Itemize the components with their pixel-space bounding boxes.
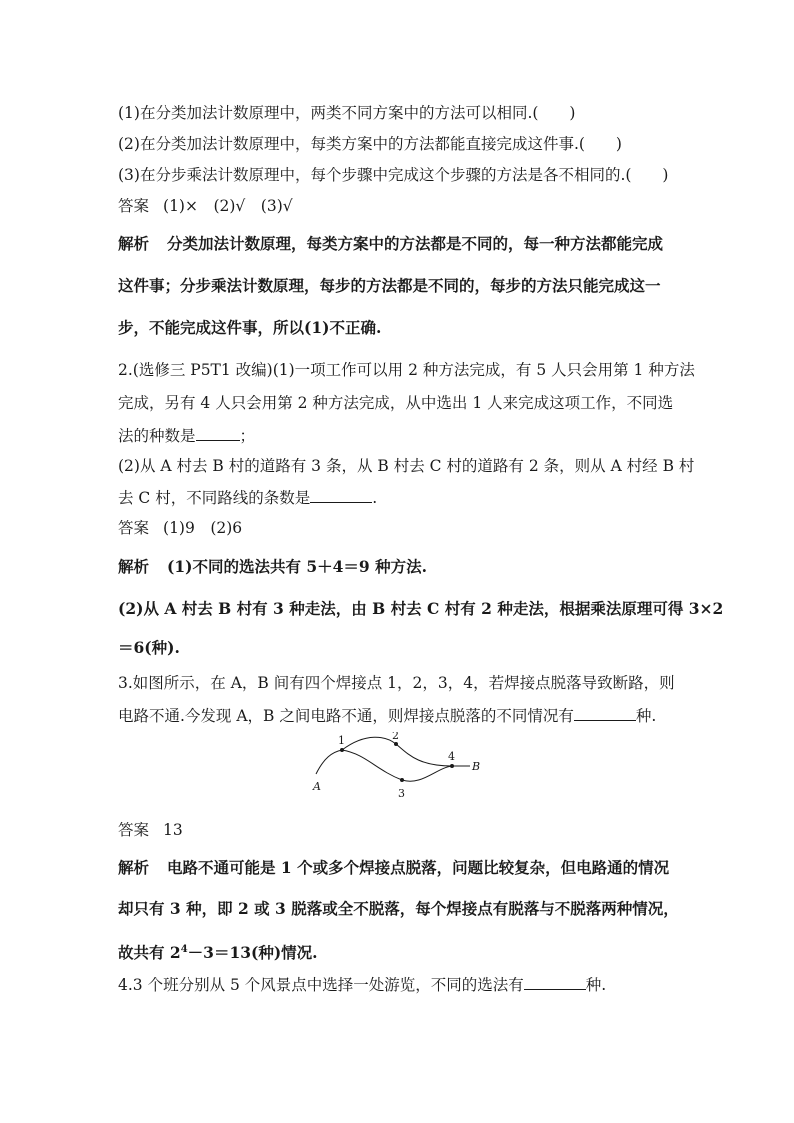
answer-blank (524, 975, 586, 990)
answer-label: 答案 (118, 821, 150, 839)
q1-statement-3: (3)在分步乘法计数原理中，每个步骤中完成这个步骤的方法是各不相同的.( ) (118, 166, 669, 184)
answer-blank (196, 426, 240, 441)
joint-3 (400, 778, 404, 782)
q1-answer (118, 196, 684, 216)
q2-line-4: (2)从 A 村去 B 村的道路有 3 条，从 B 村去 C 村的道路有 2 条，则从 A 村经 B 村 (118, 457, 695, 475)
q2-line-5: 去 C 村，不同路线的条数是 . (118, 489, 378, 507)
analysis-label: 解析 (118, 557, 150, 576)
q1-statement-1: (1)在分类加法计数原理中，两类不同方案中的方法可以相同.( ) (118, 104, 576, 122)
analysis-label: 解析 (118, 234, 150, 253)
q4-line-1: 4.3 个班分别从 5 个风景点中选择一处游览，不同的选法有 种. (118, 976, 607, 994)
analysis-label: 解析 (118, 858, 150, 877)
answer-label: 答案 (118, 519, 150, 537)
answer-text: 13 (163, 821, 183, 839)
exponent: 4 (180, 944, 188, 955)
q2-line-1: 2.(选修三 P5T1 改编)(1)一项工作可以用 2 种方法完成，有 5 人只会用第 1 种方法 (118, 361, 695, 379)
joint-1 (340, 748, 344, 752)
q3-analysis-line-3: 故共有 $2^4-3=13$(种)情况. (118, 943, 318, 963)
q2-line-2: 完成，另有 4 人只会用第 2 种方法完成，从中选出 1 人来完成这项工作，不同选 (118, 394, 674, 412)
label-B: B (472, 760, 481, 773)
q2-analysis-line-3: ＝6(种). (118, 638, 180, 657)
label-4: 4 (448, 750, 455, 763)
analysis-text: (1)不同的选法共有 5＋4＝9 种方法. (167, 557, 428, 576)
wire-left (316, 750, 342, 774)
q3-line-1: 3.如图所示，在 A，B 间有四个焊接点 1，2，3，4，若焊接点脱落导致断路，则 (118, 674, 675, 692)
label-2: 2 (392, 732, 399, 742)
q3-line-2: 电路不通.今发现 A，B 之间电路不通，则焊接点脱落的不同情况有 种. (118, 707, 657, 725)
q3-analysis-line-1 (118, 858, 684, 878)
label-A: A (313, 780, 321, 793)
joint-4 (450, 764, 454, 768)
analysis-text: 分类加法计数原理，每类方案中的方法都是不同的，每一种方法都能完成 (167, 234, 664, 253)
q1-statement-2: (2)在分类加法计数原理中，每类方案中的方法都能直接完成这件事.( ) (118, 135, 622, 153)
q3-answer (118, 820, 684, 840)
answer-blank (574, 706, 636, 721)
q2-analysis-line-2: (2)从 A 村去 B 村有 3 种走法，由 B 村去 C 村有 2 种走法，根据乘法原理可得 3×2 (118, 599, 724, 618)
q1-analysis-line-2: 这件事；分步乘法计数原理，每步的方法都是不同的，每步的方法只能完成这一 (118, 276, 661, 295)
answer-blank (310, 488, 372, 503)
label-1: 1 (338, 734, 345, 747)
wire-upper-branch (342, 750, 452, 781)
answer-label: 答案 (118, 197, 150, 215)
answer-text: (1)× (2)√ (3)√ (163, 197, 293, 215)
q1-analysis-line-1 (118, 234, 684, 254)
label-3: 3 (398, 787, 405, 800)
q2-analysis-line-1 (118, 557, 684, 577)
analysis-text: 电路不通可能是 1 个或多个焊接点脱落，问题比较复杂，但电路通的情况 (167, 858, 670, 877)
circuit-diagram (300, 732, 500, 804)
q2-answer (118, 518, 684, 538)
q1-analysis-line-3: 步，不能完成这件事，所以(1)不正确. (118, 318, 382, 337)
answer-text: (1)9 (2)6 (163, 519, 243, 537)
joint-2 (394, 742, 398, 746)
q2-line-3: 法的种数是 ； (118, 427, 256, 445)
q3-analysis-line-2: 却只有 3 种，即 2 或 3 脱落或全不脱落，每个焊接点有脱落与不脱落两种情况， (118, 899, 679, 918)
